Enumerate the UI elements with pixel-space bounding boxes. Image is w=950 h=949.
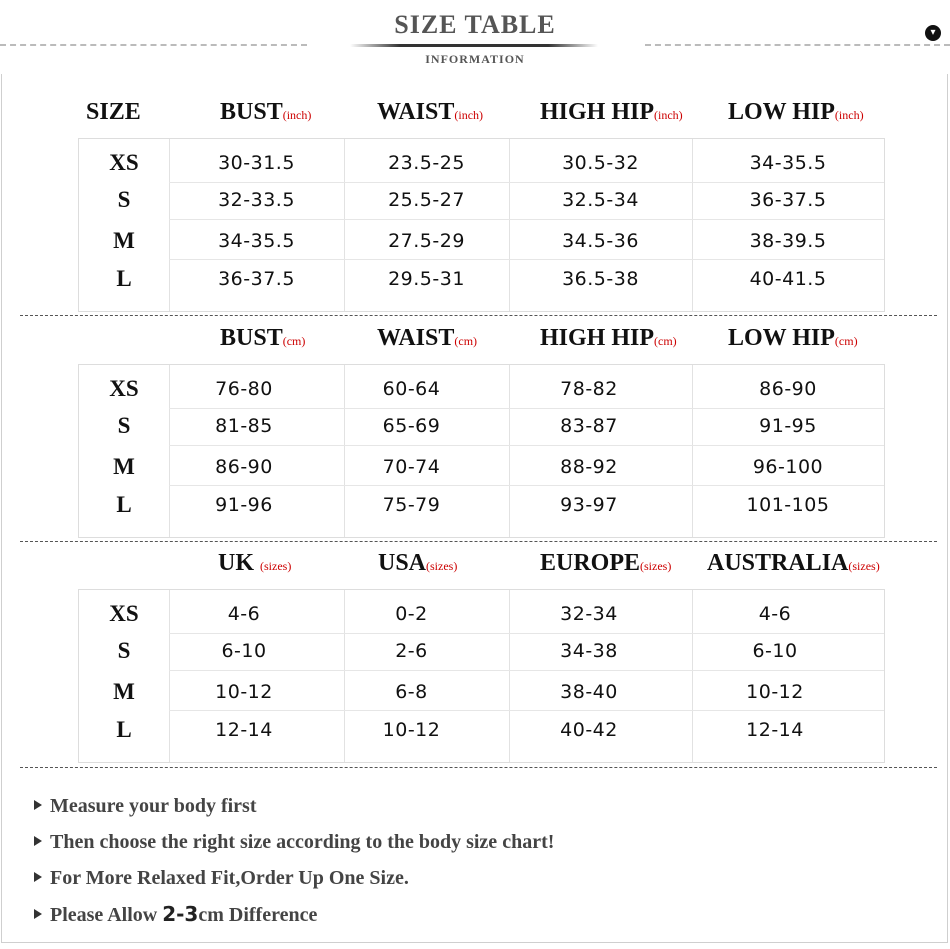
table-cell: 36-37.5 xyxy=(218,268,295,290)
size-label: M xyxy=(113,454,135,479)
table-cell: 6-10 xyxy=(752,640,798,662)
table-cell: 38-39.5 xyxy=(749,230,827,252)
table-cell: 34.5-36 xyxy=(562,230,639,252)
conversion-table xyxy=(78,589,885,763)
table-row xyxy=(79,448,884,486)
table-cell: 101-105 xyxy=(746,494,830,516)
cm-table xyxy=(78,364,885,538)
cm-col-bust: BUST(cm) xyxy=(220,325,306,351)
table-cell: 36.5-38 xyxy=(562,268,639,290)
table-cell: 75-79 xyxy=(382,494,441,516)
size-label: XS xyxy=(109,150,139,175)
table-cell: 10-12 xyxy=(382,719,441,741)
table-cell: 0-2 xyxy=(395,603,428,625)
table-cell: 96-100 xyxy=(752,456,824,478)
table-row xyxy=(79,711,884,749)
size-label: L xyxy=(116,492,132,517)
triangle-right-icon xyxy=(34,872,42,882)
inch-col-bust: BUST(inch) xyxy=(220,99,312,125)
note-choose-size: Then choose the right size according to the body size chart! xyxy=(34,831,554,854)
page-subtitle: INFORMATION xyxy=(425,52,525,66)
table-row xyxy=(79,260,884,298)
table-cell: 34-35.5 xyxy=(749,152,827,174)
conv-col-usa: USA(sizes) xyxy=(378,550,458,576)
table-cell: 32.5-34 xyxy=(562,189,639,211)
table-cell: 29.5-31 xyxy=(388,268,465,290)
table-cell: 36-37.5 xyxy=(749,189,827,211)
page-header xyxy=(0,0,950,74)
header-right-dashes xyxy=(645,44,950,46)
table-cell: 27.5-29 xyxy=(388,230,465,252)
conv-col-europe: EUROPE(sizes) xyxy=(540,550,672,576)
table-row xyxy=(79,486,884,524)
size-column-label: SIZE xyxy=(86,99,141,125)
size-label: XS xyxy=(109,376,139,401)
size-label: S xyxy=(117,638,131,663)
table-cell: 81-85 xyxy=(215,415,273,437)
size-label: M xyxy=(113,679,135,704)
size-label: S xyxy=(117,413,131,438)
table-cell: 86-90 xyxy=(759,378,817,400)
table-row xyxy=(79,595,884,633)
inch-col-waist: WAIST(inch) xyxy=(377,99,484,125)
table-cell: 70-74 xyxy=(382,456,441,478)
table-cell: 40-42 xyxy=(560,719,618,741)
table-cell: 10-12 xyxy=(746,681,804,703)
table-cell: 91-96 xyxy=(215,494,273,516)
table-cell: 91-95 xyxy=(759,415,817,437)
table-cell: 10-12 xyxy=(215,681,273,703)
table-row xyxy=(79,370,884,408)
table-row xyxy=(79,144,884,182)
triangle-right-icon xyxy=(34,909,42,919)
inch-col-low-hip: LOW HIP(inch) xyxy=(728,99,864,125)
size-label: XS xyxy=(109,601,139,626)
size-label: L xyxy=(116,717,132,742)
header-center-rule xyxy=(350,44,598,47)
table-cell: 60-64 xyxy=(382,378,441,400)
table-row xyxy=(79,181,884,219)
table-row xyxy=(79,673,884,711)
table-cell: 76-80 xyxy=(215,378,273,400)
chevron-down-icon[interactable]: ▾ xyxy=(925,25,941,41)
cm-col-waist: WAIST(cm) xyxy=(377,325,478,351)
table-cell: 30.5-32 xyxy=(562,152,639,174)
table-cell: 38-40 xyxy=(560,681,618,703)
cm-col-low-hip: LOW HIP(cm) xyxy=(728,325,858,351)
note-measure: Measure your body first xyxy=(34,795,256,818)
table-cell: 83-87 xyxy=(560,415,618,437)
size-label: M xyxy=(113,228,135,253)
conv-col-uk: UK (sizes) xyxy=(218,550,292,576)
table-cell: 93-97 xyxy=(560,494,618,516)
section-divider xyxy=(20,541,937,542)
divider xyxy=(169,670,884,671)
table-cell: 30-31.5 xyxy=(218,152,295,174)
size-label: S xyxy=(117,187,131,212)
table-cell: 12-14 xyxy=(746,719,804,741)
table-cell: 32-33.5 xyxy=(218,189,295,211)
inch-col-high-hip: HIGH HIP(inch) xyxy=(540,99,683,125)
table-cell: 23.5-25 xyxy=(388,152,465,174)
table-row xyxy=(79,222,884,260)
conv-col-australia: AUSTRALIA(sizes) xyxy=(707,550,880,576)
table-row xyxy=(79,407,884,445)
table-cell: 4-6 xyxy=(227,603,261,625)
table-cell: 88-92 xyxy=(560,456,618,478)
table-cell: 6-8 xyxy=(395,681,428,703)
triangle-right-icon xyxy=(34,800,42,810)
table-cell: 40-41.5 xyxy=(749,268,827,290)
table-cell: 34-38 xyxy=(560,640,618,662)
section-divider xyxy=(20,315,937,316)
table-cell: 65-69 xyxy=(382,415,441,437)
table-cell: 2-6 xyxy=(395,640,428,662)
section-divider xyxy=(20,767,937,768)
note-relaxed-fit: For More Relaxed Fit,Order Up One Size. xyxy=(34,867,409,890)
cm-col-high-hip: HIGH HIP(cm) xyxy=(540,325,677,351)
inch-table xyxy=(78,138,885,312)
table-row xyxy=(79,632,884,670)
divider xyxy=(169,219,884,220)
table-cell: 34-35.5 xyxy=(218,230,295,252)
table-cell: 12-14 xyxy=(215,719,273,741)
table-cell: 78-82 xyxy=(560,378,618,400)
table-cell: 4-6 xyxy=(758,603,792,625)
table-cell: 86-90 xyxy=(215,456,273,478)
table-cell: 25.5-27 xyxy=(388,189,465,211)
size-label: L xyxy=(116,266,132,291)
header-left-dashes xyxy=(0,44,307,46)
divider xyxy=(169,445,884,446)
page-title: SIZE TABLE xyxy=(394,10,556,39)
triangle-right-icon xyxy=(34,836,42,846)
note-difference: Please Allow 2-3cm Difference xyxy=(34,902,317,927)
table-cell: 6-10 xyxy=(221,640,267,662)
table-cell: 32-34 xyxy=(560,603,618,625)
